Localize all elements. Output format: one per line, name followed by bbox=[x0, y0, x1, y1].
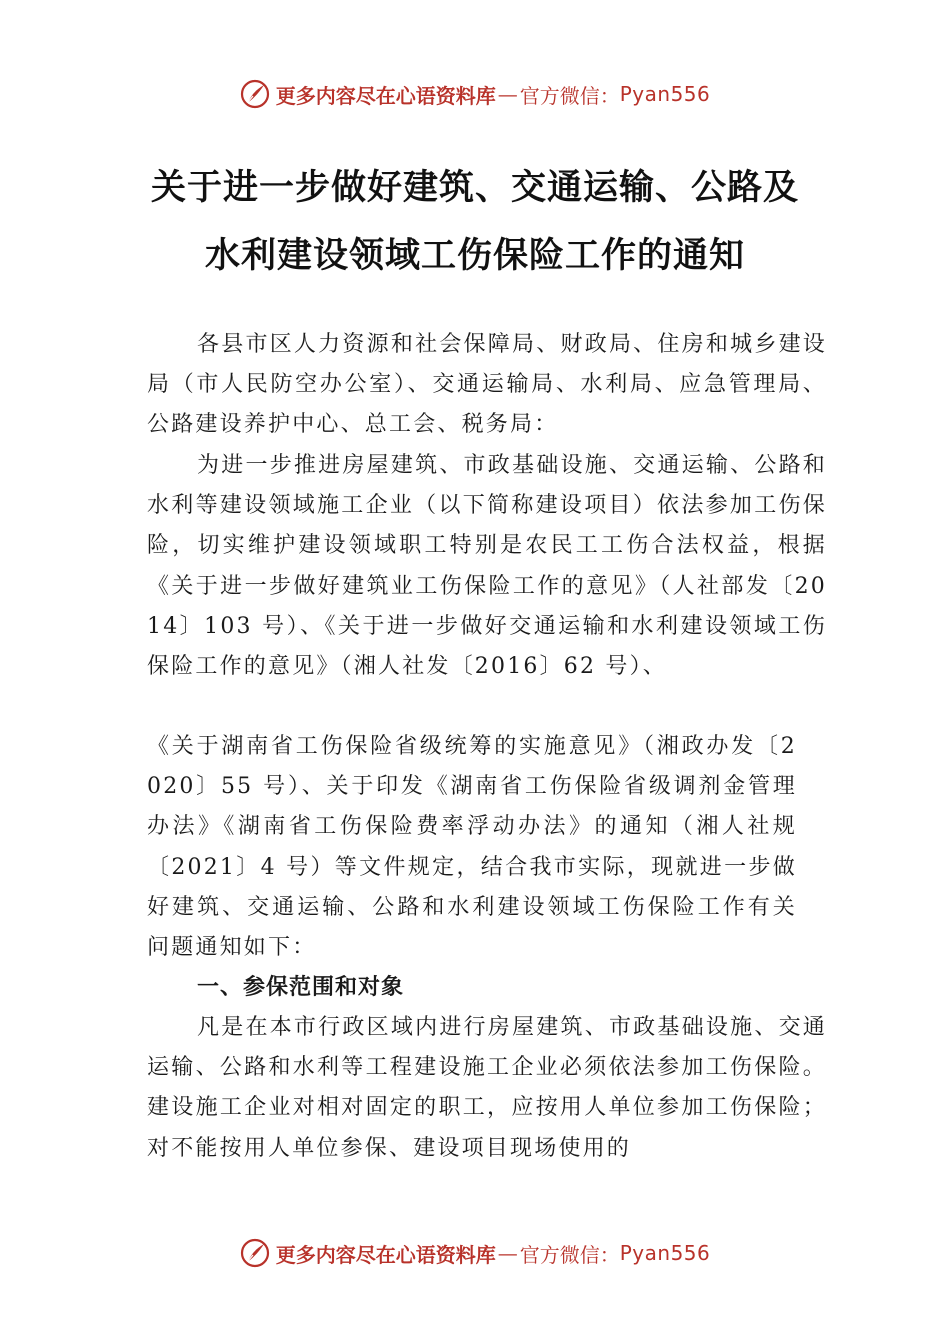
header-banner bbox=[0, 74, 950, 114]
document-title-line-2: 水利建设领域工伤保险工作的通知 bbox=[204, 235, 745, 276]
section-paragraph: 凡是在本市行政区域内进行房屋建筑、市政基础设施、交通运输、公路和水利等工程建设施工企业必须依法参加工伤保险。建设施工企业对相对固定的职工，应按用人单位参加工伤保险；对不能按用人单位参保、建设项目现场使用的 bbox=[147, 1015, 827, 1161]
banner-sub-text: 官方微信： bbox=[519, 1242, 620, 1267]
section-heading: 一、参保范围和对象 bbox=[197, 975, 405, 1000]
feather-pen-logo-icon bbox=[240, 1238, 270, 1268]
banner-separator: — bbox=[497, 82, 518, 106]
banner-main-text: 更多内容尽在心语资料库 bbox=[275, 83, 496, 108]
banner-sub-text: 官方微信： bbox=[519, 83, 620, 108]
banner-wechat-id: Pyan556 bbox=[619, 82, 711, 106]
feather-pen-logo-icon bbox=[240, 79, 270, 109]
intro-paragraph-continued: 《关于湖南省工伤保险省级统筹的实施意见》（湘政办发〔2020〕55 号）、关于印发《湖南省工伤保险省级调剂金管理办法》《湖南省工伤保险费率浮动办法》的通知（湘人社规〔2021〕4 号）等文件规定，结合我市实际，现就进一步做好建筑、交通运输、公路和水利建设领域工伤保险工作有关问题通知如下： bbox=[147, 734, 797, 961]
intro-paragraph: 为进一步推进房屋建筑、市政基础设施、交通运输、公路和水利等建设领域施工企业（以下简称建设项目）依法参加工伤保险，切实维护建设领域职工特别是农民工工伤合法权益，根据《关于进一步做好建筑业工伤保险工作的意见》（人社部发〔2014〕103 号）、《关于进一步做好交通运输和水利建设领域工伤保险工作的意见》（湘人社发〔2016〕62 号）、 bbox=[147, 453, 827, 680]
footer-banner bbox=[0, 1233, 950, 1273]
recipients-paragraph: 各县市区人力资源和社会保障局、财政局、住房和城乡建设局（市人民防空办公室）、交通运输局、水利局、应急管理局、公路建设养护中心、总工会、税务局： bbox=[147, 332, 827, 438]
banner-main-text: 更多内容尽在心语资料库 bbox=[275, 1242, 496, 1267]
banner-wechat-id: Pyan556 bbox=[619, 1241, 711, 1265]
banner-separator: — bbox=[497, 1241, 518, 1265]
document-title-line-1: 关于进一步做好建筑、交通运输、公路及 bbox=[150, 167, 799, 208]
